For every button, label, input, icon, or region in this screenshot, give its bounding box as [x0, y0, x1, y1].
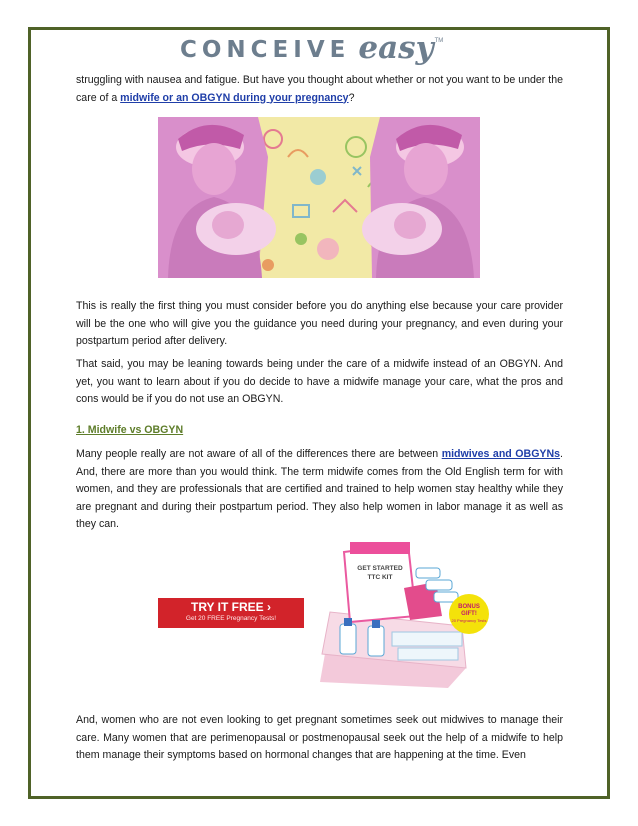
- kit-title-line-2: TTC KIT: [367, 574, 393, 581]
- menopause-text: And, women who are not even looking to get pregnant sometimes seek out midwives to manage their care. Many women that are perimenopausal or postmenopausal seek out the help of a midwife to help them manage their symptoms based on hormonal changes that are happening at the time. Even: [76, 714, 563, 761]
- midwife-obgyn-pregnancy-link[interactable]: midwife or an OBGYN during your pregnancy: [120, 91, 349, 104]
- conceive-easy-logo[interactable]: [180, 30, 460, 70]
- midwives-and-obgyns-link[interactable]: midwives and OBGYNs: [441, 448, 561, 460]
- logo-trademark: TM: [434, 38, 444, 44]
- paragraph-differences: [76, 446, 563, 534]
- bonus-gift-subtext: 20 Pregnancy Tests: [451, 618, 487, 623]
- differences-text-start: Many people really are not aware of all of the differences there are between: [76, 448, 442, 460]
- logo-word-easy: easy: [358, 30, 434, 66]
- midwife-leaning-text: That said, you may be leaning towards being under the care of a midwife instead of an OBGYN. And yet, you want to learn about if you do decide to have a midwife manage your care, what the pros and cons would be if you do not use an OBGYN.: [76, 358, 563, 405]
- paragraph-midwife-leaning: [76, 356, 563, 409]
- bonus-gift-label: BONUS GIFT!: [458, 604, 480, 617]
- intro-paragraph: [76, 72, 563, 107]
- ttc-kit-advertisement[interactable]: [136, 538, 500, 692]
- paragraph-menopause: [76, 712, 563, 765]
- intro-text: struggling with nausea and fatigue. But have you thought about whether or not you want to be under the care of a: [76, 74, 563, 104]
- kit-title-line-1: GET STARTED: [357, 565, 403, 572]
- section-heading-wrapper: [76, 422, 563, 440]
- try-it-free-label: TRY IT FREE ›: [190, 600, 271, 614]
- free-tests-subtext: Get 20 FREE Pregnancy Tests!: [185, 615, 277, 622]
- care-provider-text: This is really the first thing you must consider before you do anything else because your care provider will be the one who will give you the guidance you need during your pregnancy, and even during your postpartum period after delivery.: [76, 300, 563, 347]
- logo-word-conceive: CONCEIVE: [180, 37, 351, 63]
- intro-end: ?: [348, 91, 355, 104]
- nurses-with-babies-image: [158, 117, 480, 278]
- section-heading-midwife-vs-obgyn: 1. Midwife vs OBGYN: [76, 424, 184, 436]
- paragraph-care-provider: [76, 298, 563, 351]
- differences-text-end: . And, there are more than you would think. The term midwife comes from the Old English term for with women, and they are professionals that are certified and trained to help women stay healthy while they are pregnant and during their postpartum period. They also help women in labor manage it as well as they can.: [76, 448, 563, 530]
